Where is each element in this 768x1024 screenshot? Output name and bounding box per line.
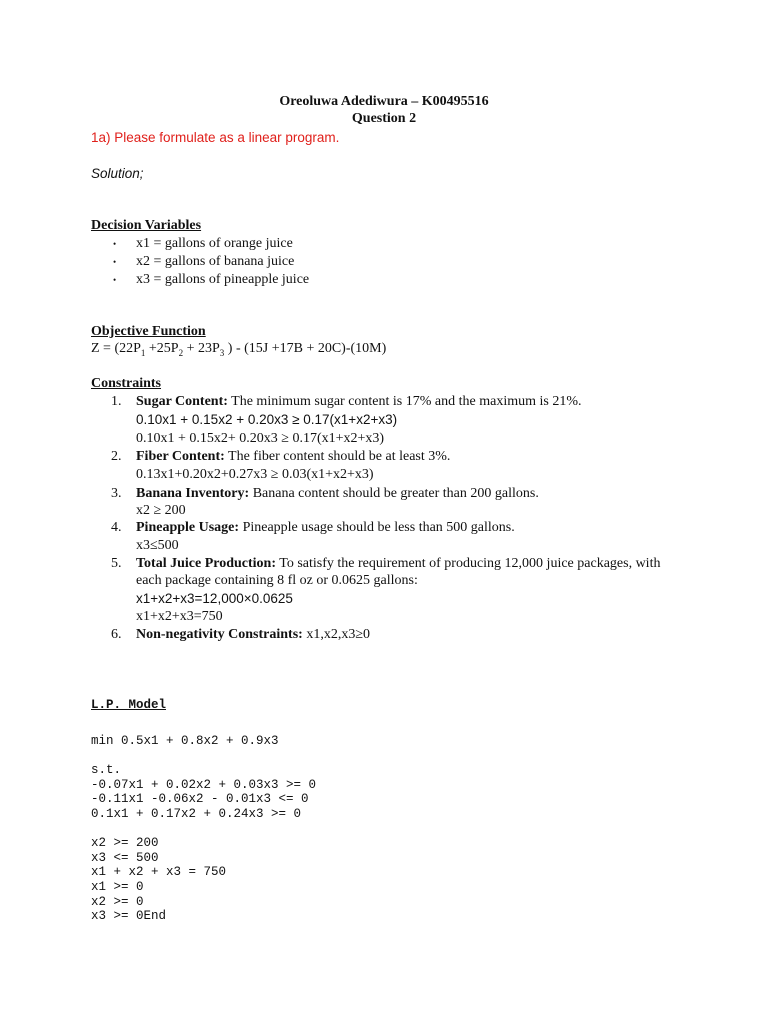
- constraint-equation: 0.10x1 + 0.15x2+ 0.20x3 ≥ 0.17(x1+x2+x3): [136, 431, 385, 446]
- lp-model-line: 0.1x1 + 0.17x2 + 0.24x3 >= 0: [91, 806, 302, 821]
- bullet-icon: •: [113, 275, 117, 285]
- question-title: Question 2: [351, 111, 417, 126]
- lp-model-code: [91, 734, 316, 924]
- constraint-equation: 0.13x1+0.20x2+0.27x3 ≥ 0.03(x1+x2+x3): [136, 467, 374, 482]
- decision-variables-heading: Decision Variables: [91, 218, 202, 233]
- constraint-equation: 0.10x1 + 0.15x2 + 0.20x3 ≥ 0.17(x1+x2+x3): [136, 412, 398, 427]
- objective-heading: Objective Function: [91, 324, 206, 339]
- lp-model-line: x3 <= 500: [91, 850, 159, 865]
- constraint-equation: x3≤500: [136, 538, 179, 553]
- document-page: Oreoluwa Adediwura – K00495516 Question 2 1a) Please formulate as a linear program. Solution; Decision Variables • x1 = gallons of orange juice • x2 = gallons of banana juice • x3 = gallons of pineapple juice Objective Function $Z = (22P_1 +25P_2 + 23P_3$ ) - (15J +17B + 20C)-(10M) Constraints 1. Sugar Content: The minimum sugar content is 17% and the maximum is 21%. 0.10x1 + 0.15x2 + 0.20x3 ≥ 0.17(x1+x2+x3) 0.10x1 + 0.15x2+ 0.20x3 ≥ 0.17(x1+x2+x3) 2. Fiber Content: The fiber content should be at least 3%. 0.13x1+0.20x2+0.27x3 ≥ 0.03(x1+x2+x3) 3. Banana Inventory: Banana content should be greater than 200 gallons. x2 ≥ 200 4. Pineapple Usage: Pineapple usage should be less than 500 gallons. x3≤500 5. Total Juice Production: To satisfy the requirement of producing 12,000 juice packages, with each package containing 8 fl oz or 0.0625 gallons: x1+x2+x3=12,000×0.0625 x1+x2+x3=750 6. Non-negativity Constraints: x1,x2,x3≥0 L.P. Model min 0.5x1 + 0.8x2 + 0.9x3 s.t. -0.07x1 + 0.02x2 + 0.03x3 >= 0 -0.11x1 -0.06x2 - 0.01x3 <= 0 0.1x1 + 0.17x2 + 0.24x3 >= 0 x2 >= 200 x3 <= 500 x1 + x2 + x3 = 750 x1 >= 0 x2 >= 0 x3 >= 0End: [0, 0, 768, 1024]
- lp-model-heading: L.P. Model: [91, 698, 167, 712]
- constraint-equation: x1+x2+x3=12,000×0.0625: [136, 591, 293, 606]
- lp-model-line: x2 >= 0: [91, 894, 144, 909]
- lp-model-line: [91, 822, 316, 837]
- lp-model-line: min 0.5x1 + 0.8x2 + 0.9x3: [91, 734, 279, 748]
- constraints-heading: Constraints: [91, 376, 162, 391]
- constraint-text: each package containing 8 fl oz or 0.0625 gallons:: [136, 573, 418, 588]
- bullet-icon: •: [113, 257, 117, 267]
- objective-equation: $Z = (22P_1 +25P_2 + 23P_3$ ) - (15J +17B + 20C)-(10M): [91, 341, 387, 358]
- lp-model-line: x1 >= 0: [91, 879, 144, 894]
- lp-model-line: s.t.: [91, 763, 122, 778]
- lp-model-line: x1 + x2 + x3 = 750: [91, 865, 227, 880]
- constraint-equation: x1+x2+x3=750: [136, 609, 223, 624]
- bullet-icon: •: [113, 239, 117, 249]
- lp-model-line: -0.11x1 -0.06x2 - 0.01x3 <= 0: [91, 792, 309, 807]
- solution-label: Solution;: [91, 166, 144, 181]
- constraint-equation: x2 ≥ 200: [136, 503, 186, 518]
- lp-model-line: x3 >= 0End: [91, 909, 167, 924]
- lp-model-line: [91, 749, 316, 764]
- lp-model-line: x2 >= 200: [91, 836, 159, 851]
- author-line: Oreoluwa Adediwura – K00495516: [279, 94, 489, 109]
- lp-model-line: -0.07x1 + 0.02x2 + 0.03x3 >= 0: [91, 777, 317, 792]
- prompt-text: 1a) Please formulate as a linear program.: [91, 130, 340, 145]
